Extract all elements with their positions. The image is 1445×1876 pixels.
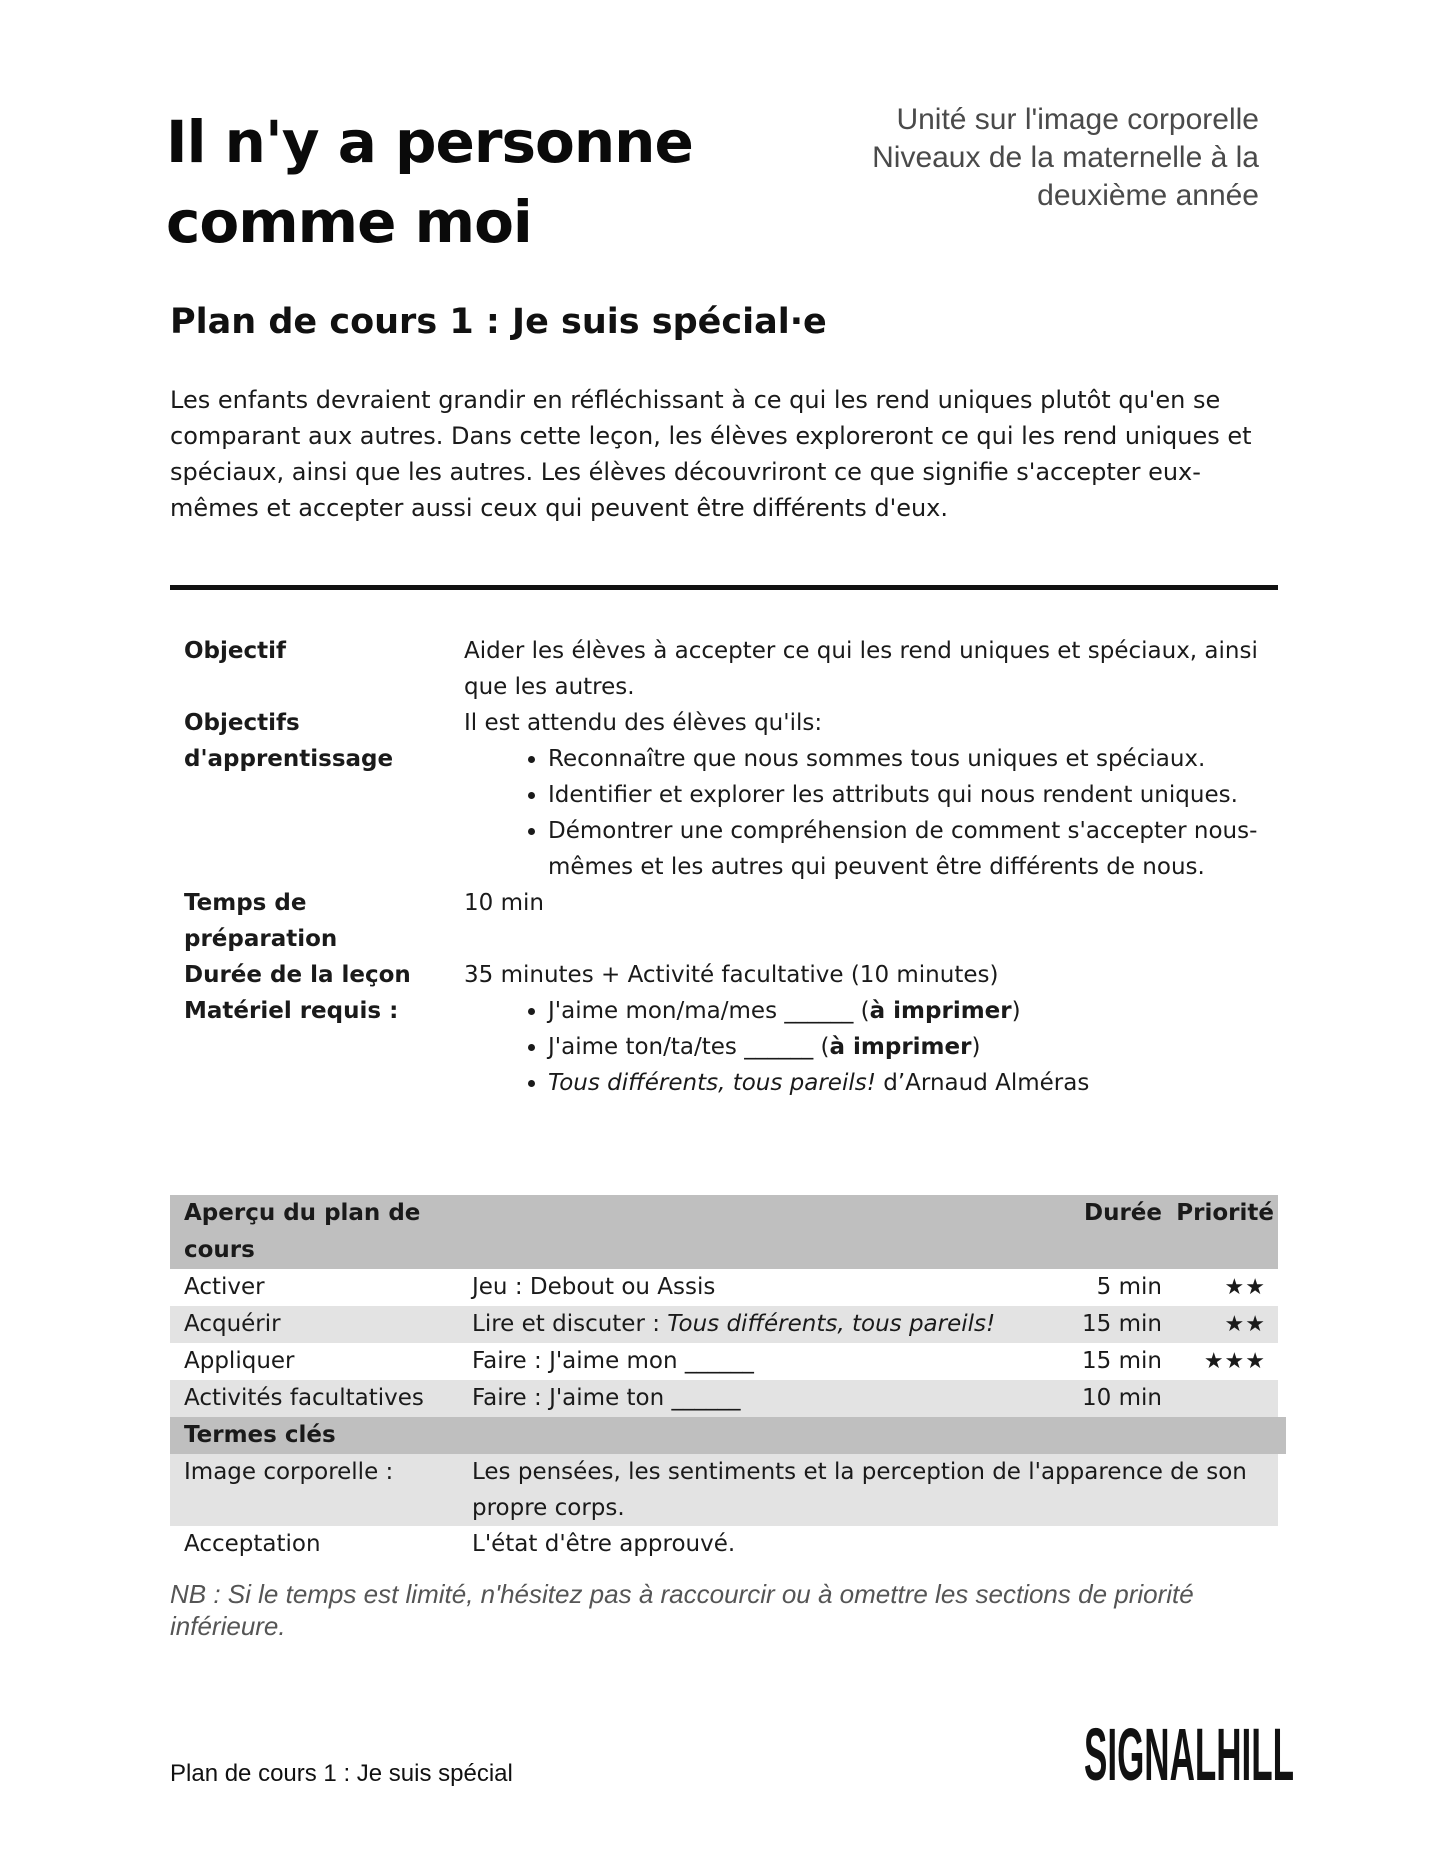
prep-time-row xyxy=(170,885,1280,957)
learning-objectives-value xyxy=(464,705,1280,885)
unit-line-2: Niveaux de la maternelle à la xyxy=(872,141,1259,174)
learning-label-line-1: Objectifs xyxy=(184,710,300,736)
row-phase: Appliquer xyxy=(184,1348,295,1374)
note: NB : Si le temps est limité, n'hésitez pas à raccourcir ou à omettre les sections de priorité inférieure. xyxy=(170,1579,1194,1641)
term-row xyxy=(170,1526,1278,1563)
row-priority: ★★ xyxy=(1224,1275,1266,1300)
objective-value: Aider les élèves à accepter ce qui les rend uniques et spéciaux, ainsi que les autres. xyxy=(464,638,1258,700)
table-row xyxy=(170,1269,1278,1306)
material-suffix: ) xyxy=(971,1034,981,1060)
lesson-info xyxy=(170,633,1280,1101)
prep-time-label xyxy=(170,885,464,957)
document-title xyxy=(166,102,726,262)
term-label: Image corporelle : xyxy=(184,1459,394,1485)
key-terms-header xyxy=(170,1417,1286,1454)
row-duration: 15 min xyxy=(1082,1348,1162,1374)
book-title: Tous différents, tous pareils! xyxy=(667,1311,996,1337)
duration-value: 35 minutes + Activité facultative (10 minutes) xyxy=(464,962,999,988)
prep-label-line-1: Temps de xyxy=(184,890,307,916)
unit-line-3: deuxième année xyxy=(1037,179,1259,212)
activity-text: Lire et discuter : xyxy=(472,1311,668,1337)
unit-info xyxy=(699,101,1259,215)
header-duration: Durée xyxy=(1083,1200,1162,1226)
material-print-link: à imprimer xyxy=(869,998,1012,1024)
book-title: Tous différents, tous pareils! xyxy=(548,1070,876,1096)
material-suffix: ) xyxy=(1011,998,1021,1024)
row-activity xyxy=(472,1306,1052,1343)
header-overview: Aperçu du plan de cours xyxy=(184,1200,421,1263)
table-row xyxy=(170,1380,1278,1417)
objective-label: Objectif xyxy=(184,638,287,664)
learning-intro: Il est attendu des élèves qu'ils: xyxy=(464,710,823,736)
row-phase: Acquérir xyxy=(184,1311,281,1337)
term-label: Acceptation xyxy=(184,1531,321,1557)
materials-list xyxy=(464,993,1280,1101)
materials-label: Matériel requis : xyxy=(184,998,399,1024)
list-item: • Démontrer une compréhension de comment s'accepter nous-mêmes et les autres qui peuvent être différents de nous. xyxy=(548,813,1280,885)
row-duration: 15 min xyxy=(1082,1311,1162,1337)
term-row xyxy=(170,1454,1278,1526)
table-header xyxy=(170,1195,1278,1269)
learning-objectives-label xyxy=(170,705,464,885)
section-divider xyxy=(170,585,1278,590)
header-priority: Priorité xyxy=(1176,1200,1274,1226)
row-activity: Faire : J'aime ton ______ xyxy=(472,1385,741,1411)
table-row xyxy=(170,1343,1278,1380)
list-item: • Reconnaître que nous sommes tous uniques et spéciaux. xyxy=(548,741,1280,777)
key-terms-title: Termes clés xyxy=(184,1422,336,1448)
material-text: J'aime ton/ta/tes ______ ( xyxy=(548,1034,830,1060)
list-item xyxy=(548,993,1280,1029)
row-activity: Faire : J'aime mon ______ xyxy=(472,1348,754,1374)
lesson-overview-table xyxy=(170,1195,1278,1563)
row-activity: Jeu : Debout ou Assis xyxy=(472,1274,716,1300)
list-item xyxy=(548,1065,1280,1101)
materials-row xyxy=(170,993,1280,1101)
unit-line-1: Unité sur l'image corporelle xyxy=(896,103,1259,136)
list-item: • Identifier et explorer les attributs qui nous rendent uniques. xyxy=(548,777,1280,813)
material-print-link: à imprimer xyxy=(829,1034,972,1060)
book-author: d’Arnaud Alméras xyxy=(875,1070,1090,1096)
row-phase: Activer xyxy=(184,1274,265,1300)
row-duration: 5 min xyxy=(1096,1274,1162,1300)
row-duration: 10 min xyxy=(1082,1385,1162,1411)
materials-value xyxy=(464,993,1280,1101)
table-row xyxy=(170,1306,1278,1343)
duration-label: Durée de la leçon xyxy=(184,962,411,988)
term-definition: L'état d'être approuvé. xyxy=(472,1531,736,1557)
learning-list xyxy=(464,741,1280,885)
list-item xyxy=(548,1029,1280,1065)
row-priority: ★★ xyxy=(1224,1312,1266,1337)
learning-objectives-row xyxy=(170,705,1280,885)
title-line-1: Il n'y a personne xyxy=(166,108,693,176)
material-text: J'aime mon/ma/mes ______ ( xyxy=(548,998,870,1024)
term-definition: Les pensées, les sentiments et la perception de l'apparence de son propre corps. xyxy=(472,1459,1247,1521)
signalhill-logo xyxy=(1084,1718,1294,1790)
prep-time-value: 10 min xyxy=(464,890,544,916)
page-footer: Plan de cours 1 : Je suis spécial xyxy=(170,1760,513,1787)
intro-paragraph: Les enfants devraient grandir en réfléchissant à ce qui les rend uniques plutôt qu'en se comparant aux autres. Dans cette leçon, les élèves exploreront ce qui les rend uniques et spéciaux, ainsi que les autres. Les élèves découvriront ce que signifie s'accepter eux-mêmes et accepter aussi ceux qui peuvent être différents d'eux. xyxy=(170,386,1252,522)
objective-row xyxy=(170,633,1280,705)
prep-label-line-2: préparation xyxy=(184,926,338,952)
learning-label-line-2: d'apprentissage xyxy=(184,746,394,772)
row-priority: ★★★ xyxy=(1203,1349,1266,1374)
title-line-2: comme moi xyxy=(166,188,532,256)
lesson-title: Plan de cours 1 : Je suis spécial·e xyxy=(170,302,827,342)
duration-row xyxy=(170,957,1280,993)
row-phase: Activités facultatives xyxy=(184,1385,424,1411)
logo-text: SIGNALHILL xyxy=(1084,1718,1294,1790)
